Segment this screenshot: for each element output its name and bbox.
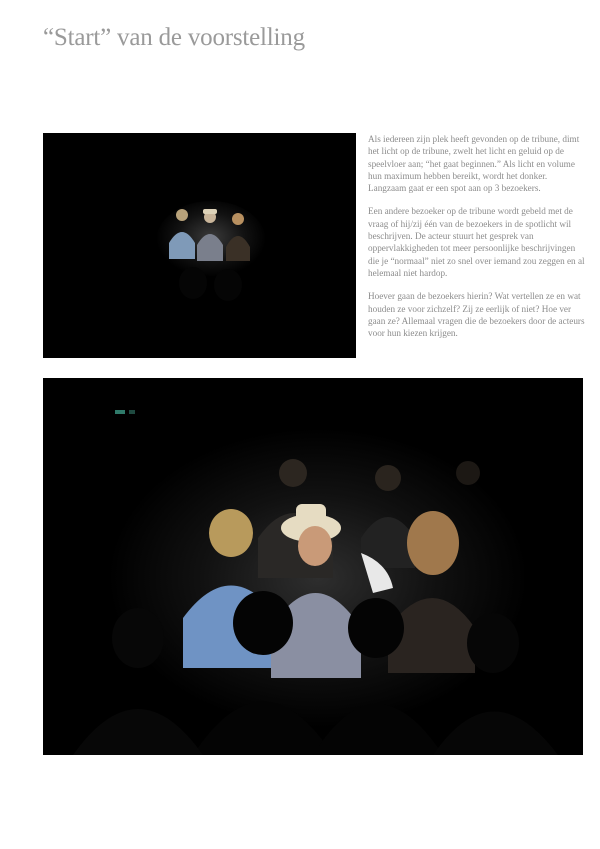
spotlight-photo-small <box>43 133 356 358</box>
paragraph-intro: Als iedereen zijn plek heeft gevonden op de tribune, dimt het licht op de tribune, zwelt het licht en geluid op de speelvloer aan; “het gaat beginnen.” Als licht en volume hun maximum hebben bereikt, wordt het donker. Langzaam gaat er een spot aan op 3 bezoekers. <box>368 134 580 194</box>
page-title: “Start” van de voorstelling <box>43 24 305 51</box>
paragraph-questions: Hoever gaan de bezoekers hierin? Wat vertellen ze en wat houden ze voor zichzelf? Zij ze eerlijk of niet? Hoe ver gaan ze? Allemaal vragen die de bezoekers door de acteurs voor hun kiezen krijgen. <box>368 291 585 339</box>
spotlight-photo-large <box>43 378 583 755</box>
paragraph-call: Een andere bezoeker op de tribune wordt gebeld met de vraag of hij/zij één van de bezoekers in de spotlicht wil beschrijven. De acteur stuurt het gesprek van oppervlakkigheden tot meer persoonlijke beschrijvingen die je “normaal” niet zo snel over iemand zou zeggen en al helemaal niet hardop. <box>368 206 585 278</box>
body-text <box>368 133 586 350</box>
